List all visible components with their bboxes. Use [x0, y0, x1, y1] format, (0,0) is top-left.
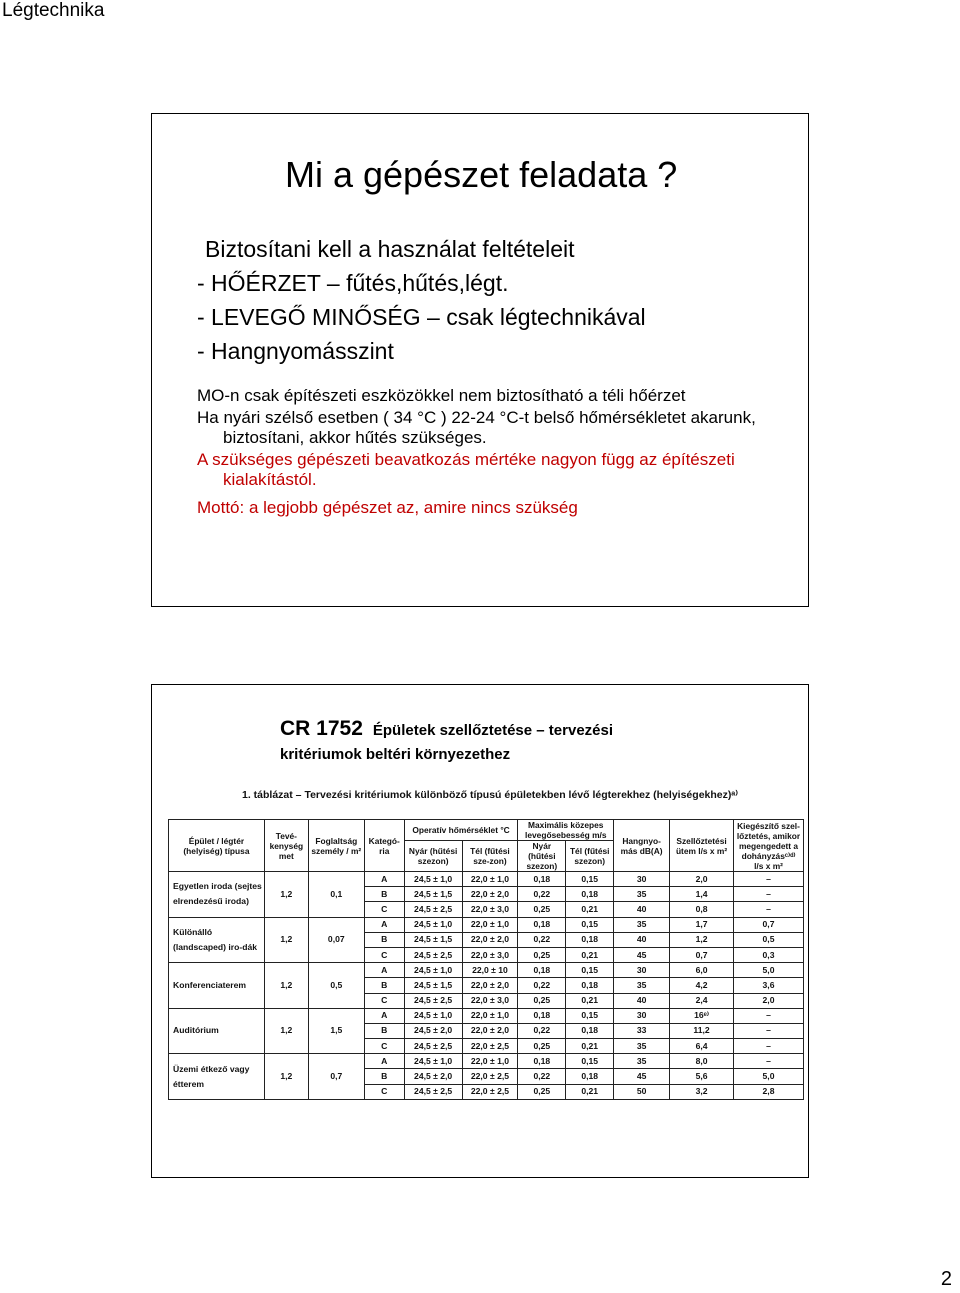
- table-cell: 0,25: [518, 1084, 566, 1099]
- table-cell: 40: [614, 993, 670, 1008]
- header-av-summer: Nyár (hűtési szezon): [518, 841, 566, 872]
- occupancy-cell: 1,5: [308, 1008, 364, 1054]
- header-occupancy: Foglaltság személy / m²: [308, 820, 364, 872]
- table-cell: 24,5 ± 1,5: [404, 887, 462, 902]
- table-cell: 0,5: [734, 932, 804, 947]
- table-cell: 24,5 ± 2,5: [404, 1084, 462, 1099]
- header-noise: Hangnyo-más dB(A): [614, 820, 670, 872]
- table-caption: 1. táblázat – Tervezési kritériumok különböző típusú épületekben lévő légterekhez (helyiségekhez)ᵃ⁾: [242, 789, 738, 801]
- table-cell: 0,15: [566, 872, 614, 887]
- table-cell: 0,8: [670, 902, 734, 917]
- page-number: 2: [940, 1268, 952, 1290]
- room-type-cell: Egyetlen iroda (sejtes elrendezésű iroda): [169, 872, 265, 918]
- slide-1-notes: [197, 386, 797, 520]
- table-row: [169, 1054, 804, 1069]
- table-cell: 0,22: [518, 978, 566, 993]
- table-cell: 30: [614, 872, 670, 887]
- table-cell: 40: [614, 932, 670, 947]
- table-row: [169, 1008, 804, 1023]
- table-cell: 50: [614, 1084, 670, 1099]
- table-cell: 24,5 ± 1,5: [404, 932, 462, 947]
- bullet-line: - LEVEGŐ MINŐSÉG – csak légtechnikával: [197, 304, 646, 330]
- table-cell: 0,25: [518, 993, 566, 1008]
- table-cell: 0,21: [566, 993, 614, 1008]
- table-cell: 22,0 ± 1,0: [462, 1008, 518, 1023]
- table-cell: 6,0: [670, 963, 734, 978]
- table-cell: 0,22: [518, 887, 566, 902]
- header-op-winter: Tél (fűtési sze-zon): [462, 841, 518, 872]
- table-cell: B: [364, 1069, 404, 1084]
- table-cell: 0,7: [734, 917, 804, 932]
- table-cell: 24,5 ± 2,5: [404, 993, 462, 1008]
- table-cell: C: [364, 1084, 404, 1099]
- table-cell: –: [734, 902, 804, 917]
- room-type-cell: Auditórium: [169, 1008, 265, 1054]
- table-cell: 0,18: [566, 1023, 614, 1038]
- note-line: Ha nyári szélső esetben ( 34 °C ) 22-24 °C-t belső hőmérsékletet akarunk, biztosítani, akkor hűtés szükséges.: [197, 408, 756, 447]
- slide-1-title: Mi a gépészet feladata ?: [285, 154, 678, 195]
- header-ventilation: Szellőztetési ütem l/s x m²: [670, 820, 734, 872]
- table-cell: 0,18: [518, 963, 566, 978]
- table-cell: 24,5 ± 2,5: [404, 947, 462, 962]
- motto-line: Mottó: a legjobb gépészet az, amire nincs szükség: [197, 498, 578, 517]
- table-cell: 30: [614, 963, 670, 978]
- table-cell: 22,0 ± 2,0: [462, 978, 518, 993]
- table-cell: 24,5 ± 2,0: [404, 1069, 462, 1084]
- activity-cell: 1,2: [264, 917, 308, 963]
- slide-1: [151, 113, 809, 607]
- document-header: Légtechnika: [2, 0, 105, 21]
- table-cell: –: [734, 872, 804, 887]
- table-cell: 24,5 ± 1,0: [404, 1008, 462, 1023]
- table-row: [169, 917, 804, 932]
- table-cell: 24,5 ± 1,0: [404, 872, 462, 887]
- slide-2: [151, 684, 809, 1178]
- slide-2-title: [280, 717, 613, 767]
- table-cell: B: [364, 887, 404, 902]
- table-cell: 0,15: [566, 1008, 614, 1023]
- table-cell: 35: [614, 917, 670, 932]
- table-cell: 2,0: [670, 872, 734, 887]
- table-cell: 11,2: [670, 1023, 734, 1038]
- table-row: [169, 872, 804, 887]
- table-cell: 0,18: [566, 887, 614, 902]
- activity-cell: 1,2: [264, 872, 308, 918]
- table-cell: 22,0 ± 2,5: [462, 1069, 518, 1084]
- table-cell: 22,0 ± 3,0: [462, 947, 518, 962]
- table-cell: 0,18: [518, 872, 566, 887]
- table-cell: A: [364, 872, 404, 887]
- table-cell: 0,22: [518, 932, 566, 947]
- table-cell: 0,15: [566, 1054, 614, 1069]
- table-cell: 1,2: [670, 932, 734, 947]
- table-cell: 24,5 ± 2,5: [404, 1039, 462, 1054]
- table-cell: –: [734, 1023, 804, 1038]
- table-cell: 33: [614, 1023, 670, 1038]
- table-cell: 5,0: [734, 963, 804, 978]
- table-cell: 0,3: [734, 947, 804, 962]
- room-type-cell: Üzemi étkező vagy étterem: [169, 1054, 265, 1100]
- table-cell: 0,15: [566, 917, 614, 932]
- bullet-line: - Hangnyomásszint: [197, 338, 394, 364]
- occupancy-cell: 0,1: [308, 872, 364, 918]
- table-cell: –: [734, 1039, 804, 1054]
- table-cell: 24,5 ± 2,5: [404, 902, 462, 917]
- table-cell: 0,7: [670, 947, 734, 962]
- table-cell: 2,4: [670, 993, 734, 1008]
- header-category: Kategó-ria: [364, 820, 404, 872]
- table-cell: C: [364, 947, 404, 962]
- table-cell: 22,0 ± 2,5: [462, 1084, 518, 1099]
- activity-cell: 1,2: [264, 1008, 308, 1054]
- room-type-cell: Különálló (landscaped) iro-dák: [169, 917, 265, 963]
- occupancy-cell: 0,07: [308, 917, 364, 963]
- table-cell: 35: [614, 1054, 670, 1069]
- table-cell: A: [364, 1054, 404, 1069]
- table-cell: A: [364, 917, 404, 932]
- note-line: MO-n csak építészeti eszközökkel nem biztosítható a téli hőérzet: [197, 386, 686, 405]
- occupancy-cell: 0,5: [308, 963, 364, 1009]
- table-cell: 35: [614, 1039, 670, 1054]
- table-cell: 24,5 ± 1,0: [404, 917, 462, 932]
- table-cell: 0,21: [566, 1039, 614, 1054]
- table-cell: A: [364, 963, 404, 978]
- header-activity: Tevé-kenység met: [264, 820, 308, 872]
- table-cell: C: [364, 993, 404, 1008]
- bullet-line: Biztosítani kell a használat feltételeit: [205, 236, 575, 262]
- table-cell: 0,18: [566, 978, 614, 993]
- table-cell: 0,25: [518, 947, 566, 962]
- table-cell: 6,4: [670, 1039, 734, 1054]
- table-cell: 5,0: [734, 1069, 804, 1084]
- table-cell: 0,18: [518, 917, 566, 932]
- title-rest: Épületek szellőztetése – tervezési: [372, 722, 614, 739]
- table-row: [169, 963, 804, 978]
- table-cell: 22,0 ± 3,0: [462, 902, 518, 917]
- table-cell: B: [364, 1023, 404, 1038]
- table-cell: 0,25: [518, 902, 566, 917]
- table-cell: 30: [614, 1008, 670, 1023]
- table-cell: B: [364, 978, 404, 993]
- activity-cell: 1,2: [264, 963, 308, 1009]
- title-line-2: kritériumok beltéri környezethez: [280, 746, 511, 763]
- table-cell: 0,22: [518, 1023, 566, 1038]
- table-cell: 35: [614, 978, 670, 993]
- table-cell: 24,5 ± 1,5: [404, 978, 462, 993]
- table-cell: 5,6: [670, 1069, 734, 1084]
- table-cell: 8,0: [670, 1054, 734, 1069]
- table-cell: 0,21: [566, 902, 614, 917]
- table-cell: 35: [614, 887, 670, 902]
- table-cell: 0,18: [566, 1069, 614, 1084]
- occupancy-cell: 0,7: [308, 1054, 364, 1100]
- table-cell: 24,5 ± 1,0: [404, 1054, 462, 1069]
- table-cell: –: [734, 1008, 804, 1023]
- standard-code: CR 1752: [280, 717, 363, 740]
- table-cell: 3,6: [734, 978, 804, 993]
- table-cell: 22,0 ± 1,0: [462, 917, 518, 932]
- note-line-highlight: A szükséges gépészeti beavatkozás mértéke nagyon függ az építészeti kialakítástól.: [197, 450, 735, 489]
- table-cell: 24,5 ± 1,0: [404, 963, 462, 978]
- table-cell: 4,2: [670, 978, 734, 993]
- table-cell: 45: [614, 1069, 670, 1084]
- table-cell: 2,0: [734, 993, 804, 1008]
- table-cell: C: [364, 902, 404, 917]
- table-cell: A: [364, 1008, 404, 1023]
- table-cell: 0,18: [518, 1054, 566, 1069]
- table-cell: 22,0 ± 10: [462, 963, 518, 978]
- table-cell: –: [734, 887, 804, 902]
- table-cell: –: [734, 1054, 804, 1069]
- table-cell: 0,18: [518, 1008, 566, 1023]
- header-extra-ventilation: Kiegészítő szel-lőztetés, amikor megengedett a dohányzásᶜ⁾ᵈ⁾ l/s x m²: [734, 820, 804, 872]
- table-cell: 2,8: [734, 1084, 804, 1099]
- table-cell: 22,0 ± 2,5: [462, 1039, 518, 1054]
- table-cell: 0,18: [566, 932, 614, 947]
- table-cell: 40: [614, 902, 670, 917]
- table-cell: 22,0 ± 3,0: [462, 993, 518, 1008]
- table-cell: 22,0 ± 2,0: [462, 1023, 518, 1038]
- room-type-cell: Konferenciaterem: [169, 963, 265, 1009]
- table-cell: 22,0 ± 1,0: [462, 872, 518, 887]
- table-cell: C: [364, 1039, 404, 1054]
- header-air-velocity: Maximális közepes levegősebesség m/s: [518, 820, 614, 841]
- header-op-temp: Operatív hőmérséklet °C: [404, 820, 518, 841]
- header-av-winter: Tél (fűtési szezon): [566, 841, 614, 872]
- table-cell: 0,15: [566, 963, 614, 978]
- bullet-line: - HŐÉRZET – fűtés,hűtés,légt.: [197, 270, 509, 296]
- activity-cell: 1,2: [264, 1054, 308, 1100]
- criteria-table: [168, 819, 804, 1100]
- table-cell: 0,21: [566, 1084, 614, 1099]
- table-cell: 22,0 ± 2,0: [462, 932, 518, 947]
- table-cell: 24,5 ± 2,0: [404, 1023, 462, 1038]
- table-cell: 0,25: [518, 1039, 566, 1054]
- header-op-summer: Nyár (hűtési szezon): [404, 841, 462, 872]
- table-cell: 22,0 ± 1,0: [462, 1054, 518, 1069]
- table-cell: B: [364, 932, 404, 947]
- table-cell: 1,4: [670, 887, 734, 902]
- table-cell: 45: [614, 947, 670, 962]
- slide-1-bullets: [197, 232, 646, 368]
- header-room: Épület / légtér (helyiség) típusa: [169, 820, 265, 872]
- table-cell: 3,2: [670, 1084, 734, 1099]
- table-cell: 0,22: [518, 1069, 566, 1084]
- table-cell: 16ᵉ⁾: [670, 1008, 734, 1023]
- table-cell: 0,21: [566, 947, 614, 962]
- table-cell: 22,0 ± 2,0: [462, 887, 518, 902]
- table-cell: 1,7: [670, 917, 734, 932]
